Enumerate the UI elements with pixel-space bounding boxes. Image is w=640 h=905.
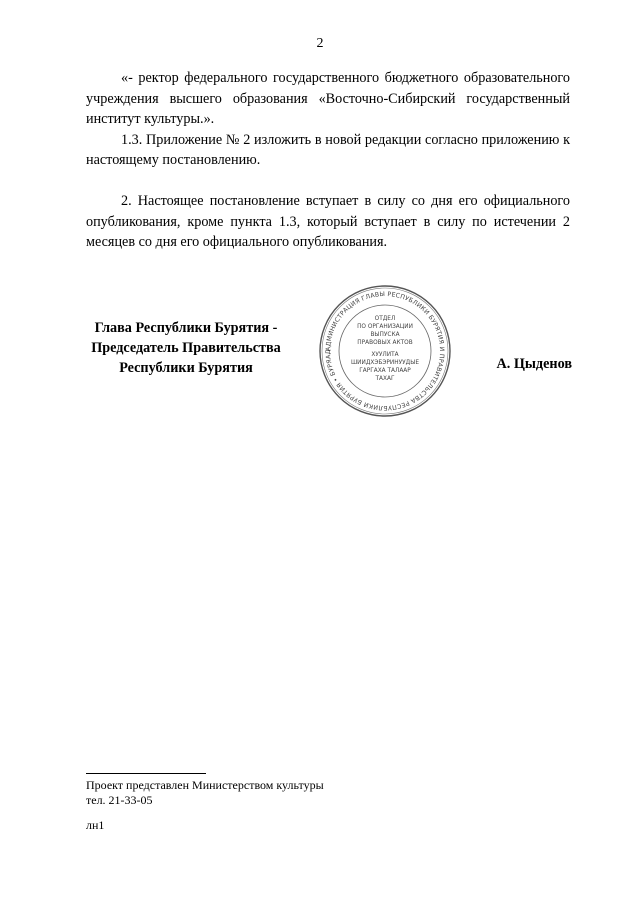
seal-center-line: ТАХАГ bbox=[375, 376, 395, 382]
seal-center-line: ВЫПУСКА bbox=[370, 332, 400, 338]
paragraph-2: 2. Настоящее постановление вступает в силу со дня его официального опубликования, кроме пункта 1.3, который вступает в силу по истечении 2 месяцев со дня его официального опубликования. bbox=[86, 193, 570, 250]
seal-center-line: ОТДЕЛ bbox=[374, 316, 396, 322]
seal-center-line: ПРАВОВЫХ АКТОВ bbox=[357, 340, 413, 346]
official-seal-graphic bbox=[318, 284, 452, 418]
seal-center-line: ШИИДХЭБЭРИНУУДЫЕ bbox=[350, 360, 420, 366]
footnote-phone: тел. 21-33-05 bbox=[86, 793, 153, 807]
footnote-code: лн1 bbox=[86, 818, 105, 832]
paragraph-1-3: 1.3. Приложение № 2 изложить в новой редакции согласно приложению к настоящему постановлению. bbox=[86, 131, 570, 168]
paragraph-rector: «- ректор федерального государственного бюджетного образовательного учреждения высшего образования «Восточно-Сибирский государственный институт культуры.». bbox=[86, 70, 570, 127]
footnote bbox=[86, 778, 324, 833]
signatory-name: А. Цыденов bbox=[496, 356, 572, 372]
signatory-title-line: Глава Республики Бурятия - bbox=[94, 320, 278, 336]
footnote-project: Проект представлен Министерством культуры bbox=[86, 778, 324, 792]
footnote-divider bbox=[86, 773, 206, 774]
official-seal bbox=[318, 284, 452, 418]
seal-center-line: ПО ОРГАНИЗАЦИИ bbox=[357, 324, 413, 330]
seal-center-line: ХУУЛИТА bbox=[371, 352, 399, 358]
signatory-title bbox=[86, 318, 286, 378]
seal-ring-text: АДМИНИСТРАЦИЯ ГЛАВЫ РЕСПУБЛИКИ БУРЯТИЯ И ПРАВИТЕЛЬСТВА РЕСПУБЛИКИ БУРЯТИЯ • БУРЯАД bbox=[324, 290, 446, 412]
body-text bbox=[86, 68, 570, 253]
signatory-title-line: Председатель Правительства bbox=[91, 340, 281, 356]
signatory-title-line: Республики Бурятия bbox=[119, 360, 253, 376]
page-number: 2 bbox=[316, 36, 324, 51]
seal-center-line: ГАРГАХА ТАЛААР bbox=[359, 368, 411, 374]
